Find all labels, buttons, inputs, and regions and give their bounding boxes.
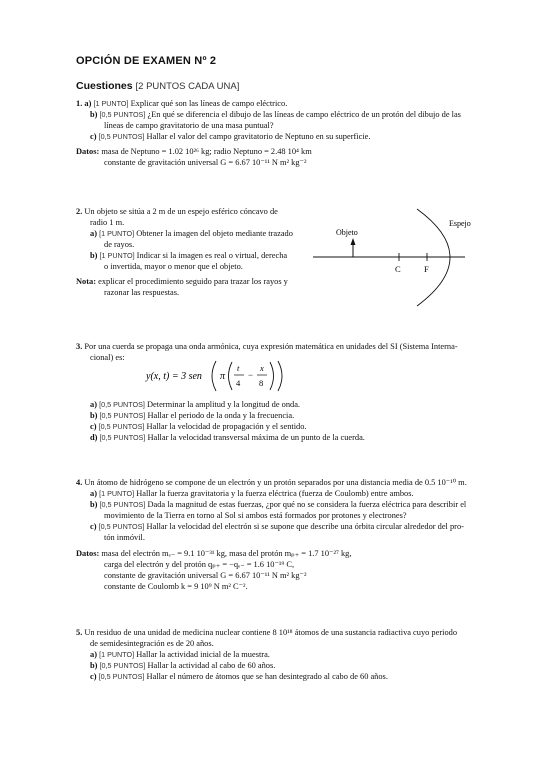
q3-b-label: b) <box>90 411 98 420</box>
q2-b-points: [1 PUNTO] <box>99 251 135 260</box>
q2-nota-text1: explicar el procedimiento seguido para trazar los rayos y <box>98 277 288 286</box>
q2-b <box>90 250 287 261</box>
q2-number: 2. <box>76 207 83 216</box>
outer-paren-right <box>278 361 282 391</box>
q4-c-label: c) <box>90 522 97 531</box>
q3-b <box>90 410 294 421</box>
q1-datos-text1: masa de Neptuno = 1.02 10²⁶ kg; radio Neptuno = 2.48 10⁴ km <box>101 147 312 156</box>
q3-a-points: [0,5 PUNTOS] <box>99 400 145 409</box>
minus-sign: − <box>248 370 254 380</box>
q2-line2: radio 1 m. <box>90 218 125 227</box>
q3-c-text: Hallar la velocidad de propagación y el sentido. <box>146 422 307 431</box>
q2-nota <box>76 276 288 287</box>
section-heading <box>76 80 239 92</box>
q1-b-text1: ¿En qué se diferencia el dibujo de las líneas de campo eléctrico de un protón del dibujo de las <box>147 110 461 119</box>
q5-c <box>90 671 388 682</box>
concave-mirror <box>417 209 450 306</box>
q3-c <box>90 421 307 432</box>
q5-c-points: [0,5 PUNTOS] <box>98 672 145 681</box>
q4-b-text2: movimiento de la Tierra en torno al Sol si ambos está formados por protones y electrones? <box>104 511 407 520</box>
q2-a-points: [1 PUNTO] <box>99 229 135 238</box>
q4-c <box>90 521 464 532</box>
q1-a <box>76 98 287 109</box>
q4-intro <box>76 477 467 488</box>
inner-paren-right <box>270 362 274 390</box>
q2-nota-text2: razonar las respuestas. <box>104 288 180 297</box>
frac2-num: x <box>260 363 264 373</box>
q4-a-label: a) <box>90 489 97 498</box>
q5-number: 5. <box>76 628 83 637</box>
q4-b-text1: Dada la magnitud de estas fuerzas, ¿por qué no se considera la fuerza eléctrica para describir el <box>147 500 467 509</box>
q3-d-text: Hallar la velocidad transversal máxima de un punto de la cuerda. <box>147 433 365 442</box>
q2-intro <box>76 206 278 217</box>
center-label: C <box>395 264 401 274</box>
q5-c-text: Hallar el número de átomos que se han desintegrado al cabo de 60 años. <box>146 672 388 681</box>
q3-d-label: d) <box>90 433 98 442</box>
q5-c-label: c) <box>90 672 97 681</box>
mirror-label: Espejo <box>449 219 471 228</box>
q3-intro <box>76 341 458 352</box>
q1-b-label: b) <box>90 110 98 119</box>
q3-a-text: Determinar la amplitud y la longitud de onda. <box>146 400 301 409</box>
q1-b <box>90 109 461 120</box>
q1-c-points: [0,5 PUNTOS] <box>98 132 145 141</box>
mirror-diagram <box>305 205 495 315</box>
q4-c-text2: tón inmóvil. <box>104 533 145 542</box>
q4-line1: Un átomo de hidrógeno se compone de un electrón y un protón separados por una distancia media de 0.5 10⁻¹⁰ m. <box>84 478 467 487</box>
q1-c <box>90 131 370 142</box>
q5-a-label: a) <box>90 650 97 659</box>
q2-a <box>90 228 293 239</box>
q1-number: 1. <box>76 99 83 108</box>
q4-a-text: Hallar la fuerza gravitatoria y la fuerza eléctrica (fuerza de Coulomb) entre ambos. <box>136 489 414 498</box>
q2-b-label: b) <box>90 251 98 260</box>
q2-nota-label: Nota: <box>76 277 97 286</box>
q2-line1: Un objeto se sitúa a 2 m de un espejo esférico cóncavo de <box>84 207 278 216</box>
q4-b-label: b) <box>90 500 98 509</box>
inner-paren-left <box>229 362 233 390</box>
q4-c-points: [0,5 PUNTOS] <box>98 522 145 531</box>
wave-equation <box>140 357 290 395</box>
q5-line1: Un residuo de una unidad de medicina nuclear contiene 8 10¹⁸ átomos de una sustancia radiactiva cuyo periodo <box>84 628 458 637</box>
q4-datos-text4: constante de Coulomb k = 9 10⁹ N m² C⁻². <box>104 582 248 591</box>
q3-line1: Por una cuerda se propaga una onda armónica, cuya expresión matemática en unidades del SI (Sistema Interna- <box>84 342 458 351</box>
q4-c-text1: Hallar la velocidad del electrón si se supone que describe una órbita circular alrededor del pro- <box>146 522 464 531</box>
q1-a-points: [1 PUNTO] <box>93 99 129 108</box>
q3-number: 3. <box>76 342 83 351</box>
q5-intro <box>76 627 457 638</box>
q3-a <box>90 399 300 410</box>
q4-number: 4. <box>76 478 83 487</box>
q4-datos-line1 <box>76 548 351 559</box>
q3-d <box>90 432 365 443</box>
q4-a <box>90 488 414 499</box>
q5-a <box>90 649 270 660</box>
q1-a-text: Explicar qué son las líneas de campo eléctrico. <box>130 99 288 108</box>
q2-a-text2: de rayos. <box>104 240 135 249</box>
equation-lhs: y(x, t) = 3 sen <box>146 371 202 382</box>
frac1-den: 4 <box>236 378 241 388</box>
q4-b-points: [0,5 PUNTOS] <box>99 500 146 509</box>
q2-b-text2: o invertida, mayor o menor que el objeto. <box>104 262 243 271</box>
q3-c-label: c) <box>90 422 97 431</box>
q1-a-label: a) <box>84 99 92 108</box>
section-title: Cuestiones <box>76 80 133 92</box>
q5-b-label: b) <box>90 661 98 670</box>
q4-a-points: [1 PUNTO] <box>99 489 135 498</box>
q4-datos-text3: constante de gravitación universal G = 6.67 10⁻¹¹ N m² kg⁻² <box>104 571 307 580</box>
frac1-num: t <box>237 363 240 373</box>
q1-c-label: c) <box>90 132 97 141</box>
q2-a-text1: Obtener la imagen del objeto mediante trazado <box>136 229 293 238</box>
q1-datos-label: Datos: <box>76 147 100 156</box>
q4-b <box>90 499 466 510</box>
section-note: [2 PUNTOS CADA UNA] <box>135 81 240 92</box>
outer-paren-left <box>212 361 216 391</box>
q3-b-points: [0,5 PUNTOS] <box>99 411 146 420</box>
focus-label: F <box>424 264 429 274</box>
q5-a-points: [1 PUNTO] <box>99 650 135 659</box>
q3-line2: cional) es: <box>90 353 125 362</box>
q1-b-points: [0,5 PUNTOS] <box>99 110 146 119</box>
q2-a-label: a) <box>90 229 97 238</box>
q4-datos-label: Datos: <box>76 549 100 558</box>
object-label: Objeto <box>336 228 358 237</box>
q5-b <box>90 660 275 671</box>
q1-datos-line1 <box>76 146 312 157</box>
q1-datos-text2: constante de gravitación universal G = 6.67 10⁻¹¹ N m² kg⁻² <box>104 158 307 167</box>
q3-d-points: [0,5 PUNTOS] <box>99 433 146 442</box>
q1-b-text2: líneas de campo gravitatorio de una masa puntual? <box>104 121 274 130</box>
q1-c-text: Hallar el valor del campo gravitatorio de Neptuno en su superficie. <box>146 132 371 141</box>
q5-b-text: Hallar la actividad al cabo de 60 años. <box>147 661 276 670</box>
frac2-den: 8 <box>259 378 264 388</box>
q5-line2: de semidesintegración es de 20 años. <box>90 639 214 648</box>
object-arrow-head <box>351 238 356 245</box>
q5-b-points: [0,5 PUNTOS] <box>99 661 146 670</box>
q4-datos-text1: masa del electrón mₑ₋ = 9.1 10⁻³¹ kg, masa del protón mₚ₊ = 1.7 10⁻²⁷ kg, <box>101 549 352 558</box>
q3-c-points: [0,5 PUNTOS] <box>98 422 145 431</box>
q4-datos-text2: carga del electrón y del protón qₚ₊ = −qₑ₋ = 1.6 10⁻¹⁹ C, <box>104 560 295 569</box>
q2-b-text1: Indicar si la imagen es real o virtual, derecha <box>136 251 288 260</box>
q3-b-text: Hallar el periodo de la onda y la frecuencia. <box>147 411 295 420</box>
page-title: OPCIÓN DE EXAMEN Nº 2 <box>76 55 217 67</box>
equation-pi: π <box>220 371 226 382</box>
q3-a-label: a) <box>90 400 97 409</box>
q5-a-text: Hallar la actividad inicial de la muestra. <box>136 650 270 659</box>
